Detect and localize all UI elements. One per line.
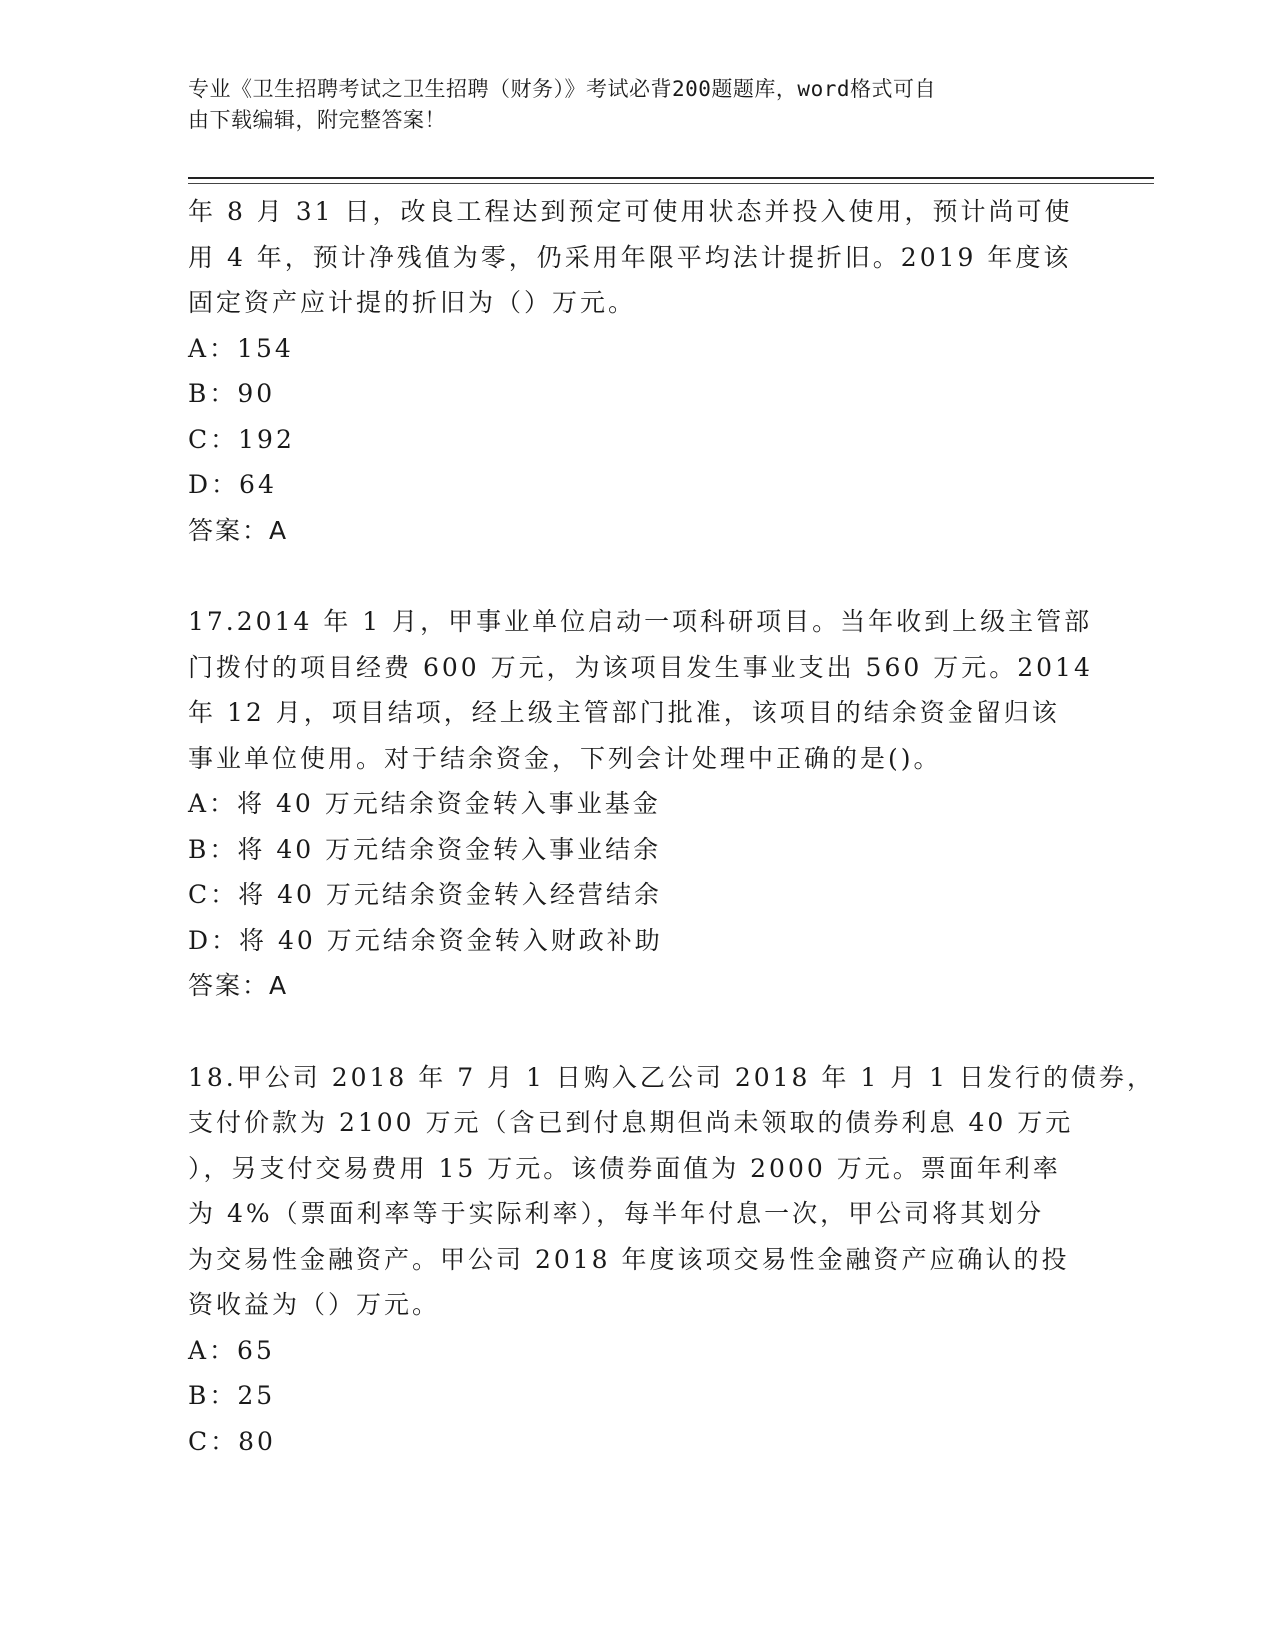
question-text-line: 年 8 月 31 日，改良工程达到预定可使用状态并投入使用，预计尚可使 bbox=[188, 197, 1073, 226]
question-text-line: 17.2014 年 1 月，甲事业单位启动一项科研项目。当年收到上级主管部 bbox=[188, 607, 1093, 636]
question-text-line: 事业单位使用。对于结余资金，下列会计处理中正确的是()。 bbox=[188, 743, 942, 773]
question-block bbox=[188, 599, 1093, 1009]
question-text-line: 为交易性金融资产。甲公司 2018 年度该项交易性金融资产应确认的投 bbox=[188, 1244, 1070, 1274]
question-block bbox=[188, 189, 1088, 553]
question-spacer bbox=[188, 1009, 1088, 1055]
answer-label: 答案：A bbox=[188, 515, 289, 545]
option-a: A：将 40 万元结余资金转入事业基金 bbox=[188, 789, 661, 818]
question-text-line: 年 12 月，项目结项，经上级主管部门批准，该项目的结余资金留归该 bbox=[188, 698, 1060, 727]
question-text-line: ），另支付交易费用 15 万元。该债券面值为 2000 万元。票面年利率 bbox=[188, 1153, 1061, 1183]
question-text-line: 用 4 年，预计净残值为零，仍采用年限平均法计提折旧。2019 年度该 bbox=[188, 242, 1072, 272]
header-rule-thick bbox=[188, 177, 1154, 179]
option-c: C：将 40 万元结余资金转入经营结余 bbox=[188, 880, 662, 909]
question-text-line: 为 4%（票面利率等于实际利率），每半年付息一次，甲公司将其划分 bbox=[188, 1199, 1045, 1228]
option-d: D：64 bbox=[188, 470, 277, 499]
question-block bbox=[188, 1055, 1155, 1465]
answer-label: 答案：A bbox=[188, 971, 289, 1000]
header-line-2: 由下载编辑，附完整答案！ bbox=[188, 108, 446, 132]
question-spacer bbox=[188, 553, 1088, 599]
option-a: A：154 bbox=[188, 333, 294, 363]
question-text-line: 门拨付的项目经费 600 万元，为该项目发生事业支出 560 万元。2014 bbox=[188, 652, 1093, 682]
option-b: B：将 40 万元结余资金转入事业结余 bbox=[188, 834, 662, 864]
question-text-line: 资收益为（）万元。 bbox=[188, 1290, 441, 1319]
header-rule-thin bbox=[188, 183, 1154, 184]
option-c: C：192 bbox=[188, 424, 295, 454]
option-b: B：90 bbox=[188, 379, 276, 408]
option-d: D：将 40 万元结余资金转入财政补助 bbox=[188, 925, 663, 955]
question-list bbox=[188, 189, 1155, 1464]
question-text-line: 固定资产应计提的折旧为（）万元。 bbox=[188, 288, 637, 317]
option-a: A：65 bbox=[188, 1335, 275, 1365]
option-b: B：25 bbox=[188, 1381, 276, 1410]
question-text-line: 支付价款为 2100 万元（含已到付息期但尚未领取的债券利息 40 万元 bbox=[188, 1108, 1074, 1137]
option-c: C：80 bbox=[188, 1426, 276, 1456]
document-header bbox=[188, 74, 1068, 136]
question-text-line: 18.甲公司 2018 年 7 月 1 日购入乙公司 2018 年 1 月 1 日发行的债券， bbox=[188, 1062, 1155, 1092]
header-line-1: 专业《卫生招聘考试之卫生招聘（财务）》考试必背200题题库，word格式可自 bbox=[188, 77, 936, 101]
